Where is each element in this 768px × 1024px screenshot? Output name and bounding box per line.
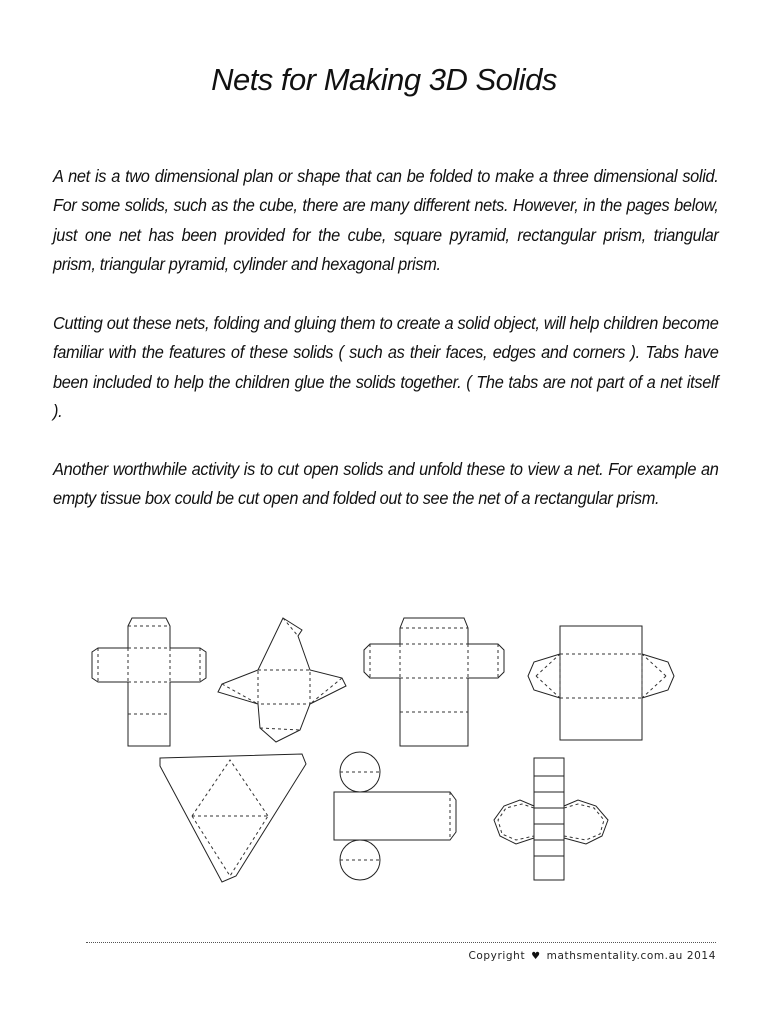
heart-icon: ♥	[531, 951, 541, 962]
footer-divider	[86, 942, 716, 943]
page-title: Nets for Making 3D Solids	[211, 62, 557, 97]
activity-paragraph: Cutting out these nets, folding and gluing them to create a solid object, will help children become familiar with the features of these solids ( such as their faces, edges and corners ). Tabs have been included to help the children glue the solids together. ( The tabs are not part of a net itself ).	[53, 313, 719, 421]
intro-paragraph: A net is a two dimensional plan or shape that can be folded to make a three dimensional solid. For some solids, such as the cube, there are many different nets. However, in the pages below, just one net has been provided for the cube, square pyramid, rectangular prism, triangular prism, triangular pyramid, cylinder and hexagonal prism.	[53, 166, 719, 274]
site-name[interactable]: mathsmentality.com.au	[546, 950, 683, 962]
cylinder-net	[330, 746, 462, 886]
square-pyramid-net	[218, 618, 348, 742]
triangular-prism-net	[528, 624, 674, 740]
triangular-pyramid-net	[156, 752, 308, 882]
copyright-label: Copyright	[468, 950, 526, 962]
copyright-year: 2014	[686, 950, 716, 962]
unfold-paragraph: Another worthwhile activity is to cut open solids and unfold these to view a net. For example an empty tissue box could be cut open and folded out to see the net of a rectangular prism.	[53, 459, 719, 509]
copyright-footer	[468, 950, 716, 962]
rectangular-prism-net	[360, 614, 508, 746]
cube-net	[92, 614, 208, 746]
hexagonal-prism-net	[494, 754, 610, 880]
